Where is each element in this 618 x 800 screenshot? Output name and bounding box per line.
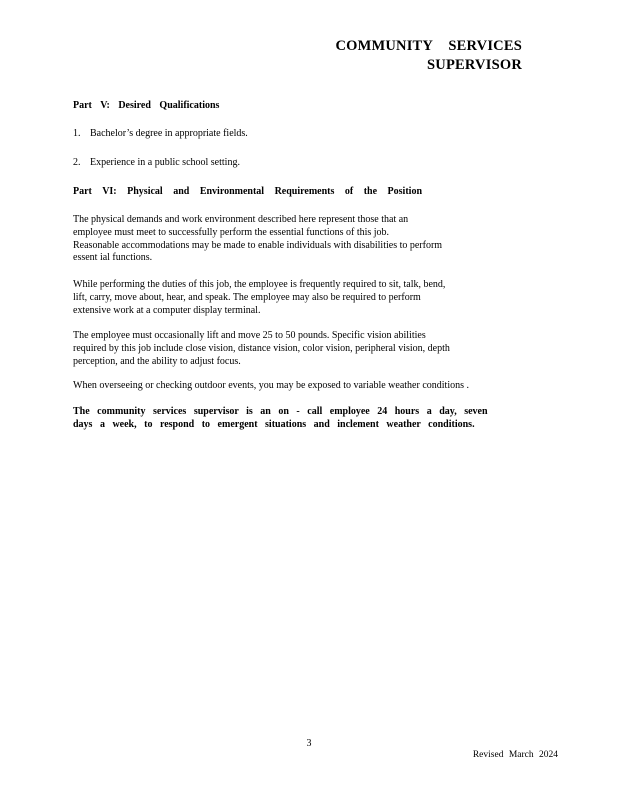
qualification-number: 1.: [73, 128, 81, 139]
paragraph-line: days a week, to respond to emergent situations and inclement weather conditions.: [73, 419, 475, 430]
part-vi-heading: Part VI: Physical and Environmental Requirements of the Position: [73, 186, 423, 197]
paragraph-line: Reasonable accommodations may be made to enable individuals with disabilities to perform: [73, 239, 443, 251]
qualification-text: Bachelor’s degree in appropriate fields.: [90, 128, 248, 139]
duties-paragraph: [73, 279, 533, 317]
paragraph-line: While performing the duties of this job, the employee is frequently required to sit, talk, bend,: [73, 279, 446, 290]
paragraph-line: required by this job include close vision, distance vision, color vision, peripheral vision, depth: [73, 342, 450, 354]
outdoor-events-paragraph: [73, 380, 533, 393]
qualification-item-1: [73, 127, 248, 140]
paragraph-line: lift, carry, move about, hear, and speak. The employee may also be required to perform: [73, 291, 421, 303]
qualification-text: Experience in a public school setting.: [90, 157, 240, 168]
qualification-number: 2.: [73, 157, 81, 168]
paragraph-line: extensive work at a computer display terminal.: [73, 304, 261, 316]
physical-demands-paragraph: [73, 214, 533, 265]
page-number: 3: [306, 738, 312, 749]
job-title-line-2: SUPERVISOR: [427, 57, 522, 73]
lifting-vision-paragraph: [73, 330, 533, 368]
paragraph-line: The community services supervisor is an on - call employee 24 hours a day, seven: [73, 406, 488, 417]
qualification-item-2: [73, 156, 240, 169]
paragraph-line: employee must meet to successfully perform the essential functions of this job.: [73, 226, 390, 238]
part-v-heading: Part V: Desired Qualifications: [73, 100, 220, 111]
revision-date: Revised March 2024: [472, 750, 558, 760]
paragraph-line: The employee must occasionally lift and move 25 to 50 pounds. Specific vision abilities: [73, 330, 426, 341]
paragraph-line: The physical demands and work environment described here represent those that an: [73, 214, 409, 225]
paragraph-line: perception, and the ability to adjust focus.: [73, 355, 241, 367]
paragraph-line: When overseeing or checking outdoor events, you may be exposed to variable weather conditions .: [73, 380, 469, 391]
paragraph-line: essent ial functions.: [73, 252, 153, 264]
on-call-paragraph: [73, 405, 525, 431]
job-title-line-1: COMMUNITY SERVICES: [335, 38, 522, 54]
